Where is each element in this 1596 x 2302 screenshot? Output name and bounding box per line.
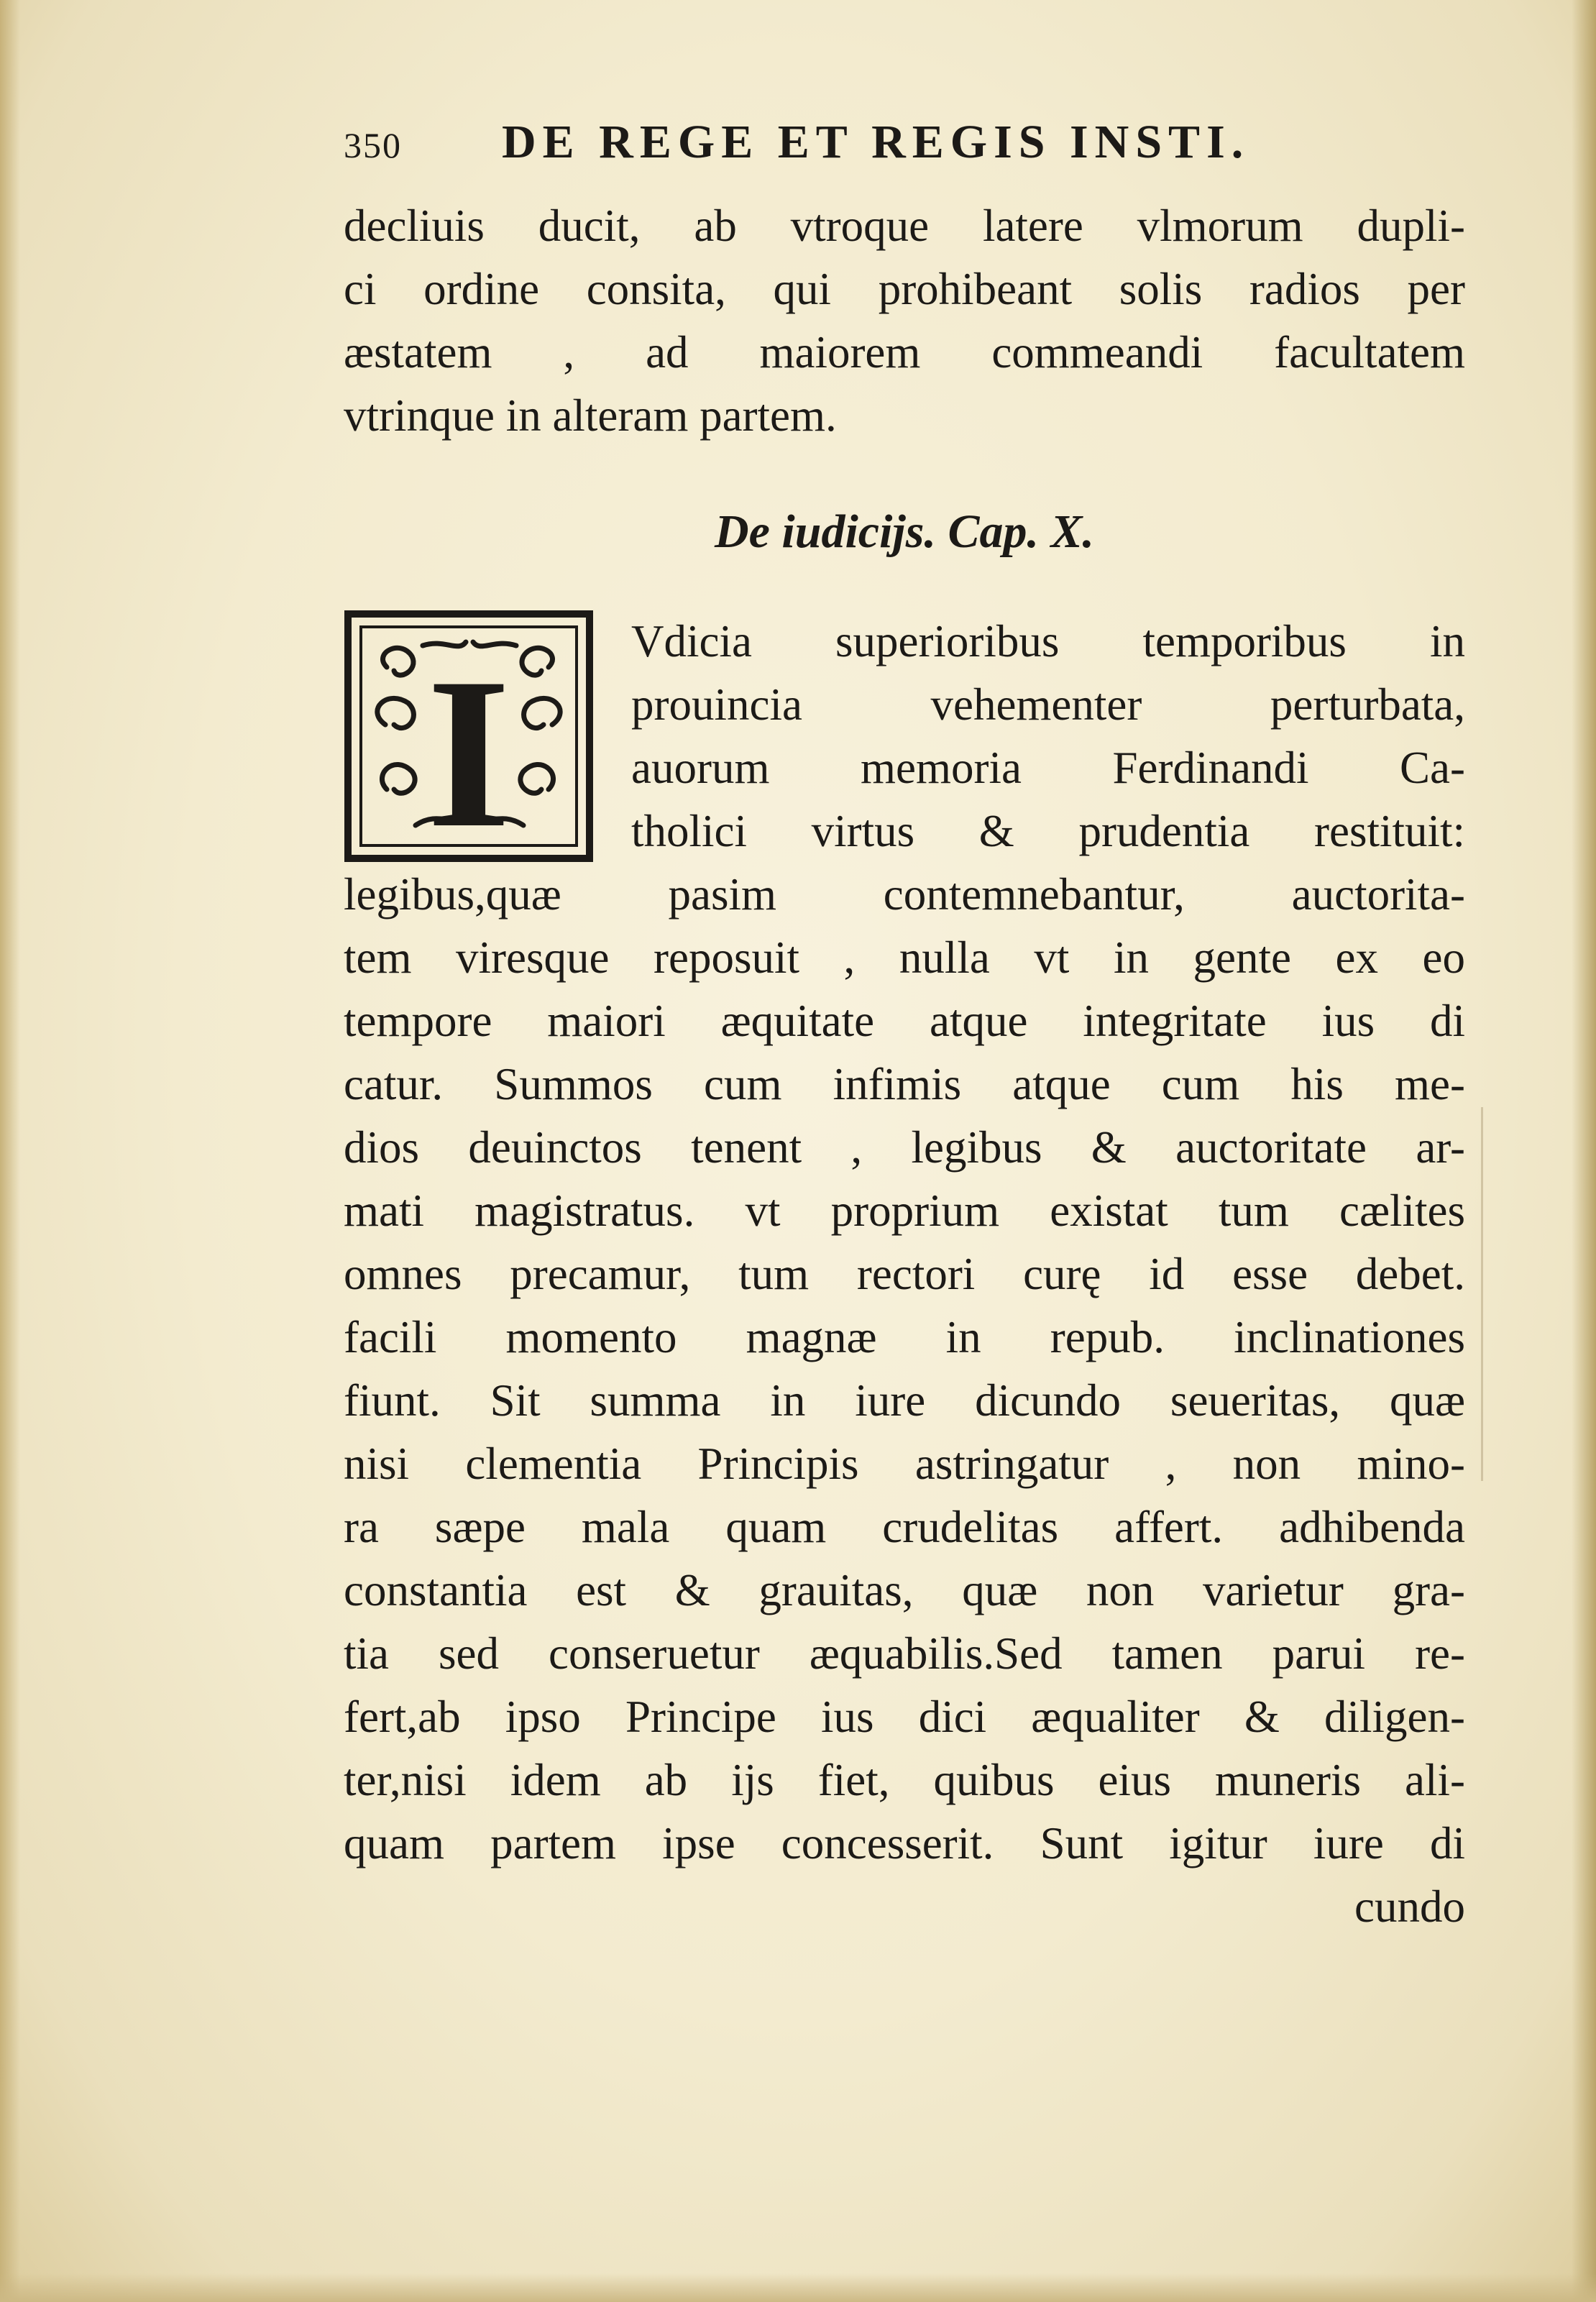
text-line: catur. Summos cum infimis atque cum his me- (344, 1059, 1465, 1109)
page-edge-left (0, 0, 20, 2302)
decorated-initial-icon (344, 610, 594, 863)
text-line: prouincia vehementer perturbata, (631, 679, 1465, 730)
paper-fold-line (1481, 1107, 1483, 1481)
text-line: ra sæpe mala quam crudelitas affert. adhibenda (344, 1502, 1465, 1552)
running-head: DE REGE ET REGIS INSTI. (502, 116, 1250, 168)
chapter-title: De iudicijs. Cap. X. (714, 505, 1095, 558)
page-header (344, 115, 1465, 194)
text-line: tholici virtus & prudentia restituit: (631, 806, 1465, 856)
text-line: fert,ab ipso Principe ius dici æqualiter & diligen- (344, 1692, 1465, 1742)
text-line: facili momento magnæ in repub. inclinationes (344, 1312, 1465, 1362)
text-block (344, 115, 1465, 1938)
text-line: quam partem ipse concesserit. Sunt igitur iure di (344, 1818, 1465, 1868)
initial-text-lines (631, 610, 1465, 863)
initial-paragraph (344, 610, 1465, 863)
text-line: omnes precamur, tum rectori curę id esse debet. (344, 1249, 1465, 1299)
text-line: vtrinque in alteram partem. (344, 390, 837, 441)
text-line: æstatem , ad maiorem commeandi facultatem (344, 327, 1465, 377)
text-line: tia sed conseruetur æquabilis.Sed tamen parui re- (344, 1628, 1465, 1679)
intro-paragraph (344, 194, 1465, 447)
text-line: tempore maiori æquitate atque integritate ius di (344, 996, 1465, 1046)
text-line: nisi clementia Principis astringatur , non mino- (344, 1439, 1465, 1489)
text-line: decliuis ducit, ab vtroque latere vlmorum dupli- (344, 201, 1465, 251)
text-line: constantia est & grauitas, quæ non varietur gra- (344, 1565, 1465, 1615)
page-edge-right (1572, 0, 1596, 2302)
catchword: cundo (1354, 1881, 1465, 1932)
page-edge-bottom (0, 2273, 1596, 2302)
page-number: 350 (344, 125, 402, 165)
initial-letter: I (426, 633, 511, 863)
text-line: Vdicia superioribus temporibus in (631, 616, 1465, 666)
text-line: auorum memoria Ferdinandi Ca- (631, 743, 1465, 793)
text-line: mati magistratus. vt proprium existat tum cælites (344, 1186, 1465, 1236)
text-line: legibus,quæ pasim contemnebantur, auctorita- (344, 869, 1465, 920)
text-line: ter,nisi idem ab ijs fiet, quibus eius muneris ali- (344, 1755, 1465, 1805)
text-line: dios deuinctos tenent , legibus & auctoritate ar- (344, 1122, 1465, 1173)
text-line: ci ordine consita, qui prohibeant solis radios per (344, 264, 1465, 314)
text-line: tem viresque reposuit , nulla vt in gente ex eo (344, 932, 1465, 983)
body-paragraph (344, 863, 1465, 1875)
text-line: fiunt. Sit summa in iure dicundo seueritas, quæ (344, 1375, 1465, 1426)
